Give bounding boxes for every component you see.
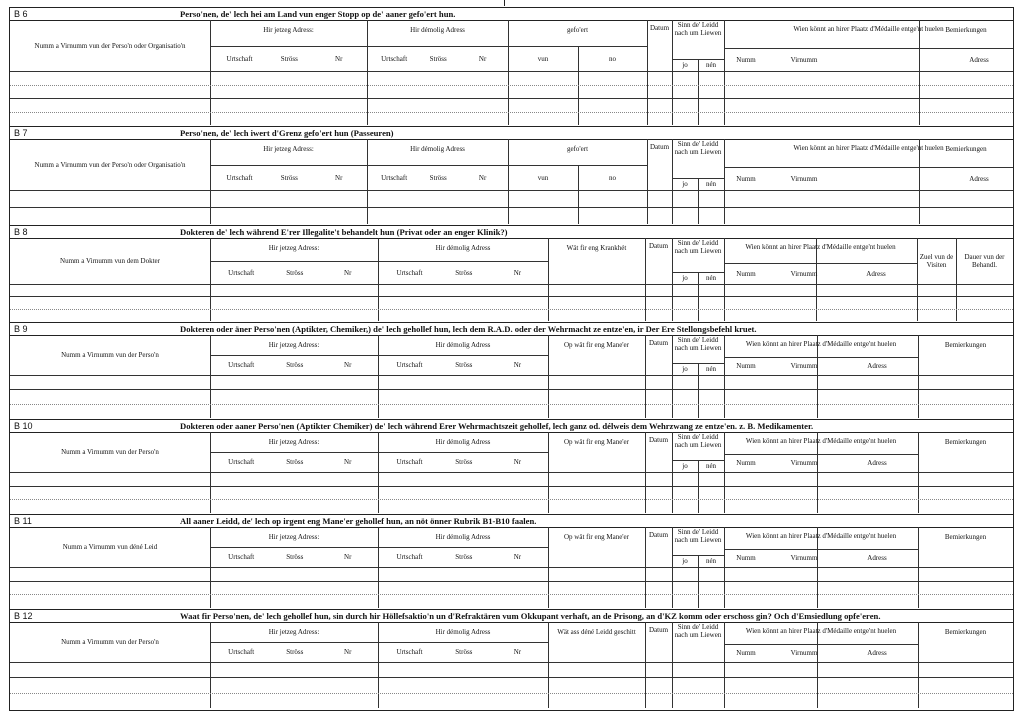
nr-header: Nr — [344, 553, 352, 561]
medal-header: Wien könnt an hirer Plaatz d'Médaille entge'nt huelen — [793, 25, 944, 33]
jo-header: jo — [682, 462, 688, 470]
demolig-address-header: Hir démolig Adress — [410, 26, 465, 34]
demolig-address-header: Hir démolig Adress — [435, 244, 491, 252]
current-address-header: Hir jetzeg Adress: — [268, 628, 320, 636]
no-header: no — [609, 55, 616, 63]
section-b8 — [10, 226, 1013, 323]
section-b6 — [10, 8, 1013, 127]
nr-header: Nr — [344, 361, 352, 369]
row-divider — [10, 567, 1013, 568]
section-title: All aaner Leidd, de' lech op irgent eng Mane'er gehollef hun, an nöt önner Rubrik B1-B10 faalen. — [180, 516, 537, 526]
row-divider — [10, 296, 1013, 297]
urtschaft-header: Urtschaft — [396, 458, 423, 466]
nr-header: Nr — [335, 55, 343, 63]
datum-header: Datum — [648, 242, 669, 250]
numm-header: Numm — [736, 554, 756, 562]
stross-header: Ströss — [429, 174, 447, 182]
row-divider — [10, 190, 1013, 191]
row-divider — [10, 677, 1013, 678]
current-address-header: Hir jetzeg Adress: — [268, 533, 320, 541]
bemierkungen-header: Bemierkungen — [945, 26, 987, 34]
column-divider — [724, 139, 725, 224]
jo-header: jo — [682, 365, 688, 373]
section-title-bar — [10, 420, 1013, 433]
row-divider — [210, 261, 548, 262]
section-code: B 9 — [14, 324, 28, 334]
row-divider — [210, 46, 508, 47]
row-divider — [210, 355, 548, 356]
name-header: Numm a Virnumm vun déné Leid — [62, 543, 158, 551]
section-code: B 10 — [14, 421, 33, 431]
row-divider — [210, 165, 508, 166]
bemierkungen-header: Bemierkungen — [944, 628, 987, 636]
row-divider — [724, 263, 917, 264]
jo-header: jo — [682, 61, 688, 69]
nen-header: nén — [705, 365, 717, 373]
section-b11 — [10, 515, 1013, 610]
datum-header: Datum — [649, 143, 670, 151]
section-title: Perso'nen, de' lech hei am Land vun enger Stopp op de' aaner gefo'ert hun. — [180, 9, 456, 19]
urtschaft-header: Urtschaft — [381, 174, 408, 182]
section-title-bar — [10, 610, 1013, 623]
numm-header: Numm — [736, 459, 756, 467]
urtschaft-header: Urtschaft — [396, 361, 423, 369]
top-tick-mark — [504, 0, 505, 6]
urtschaft-header: Urtschaft — [226, 174, 253, 182]
nr-header: Nr — [335, 174, 343, 182]
datum-header: Datum — [648, 339, 669, 347]
virnumm-header: Virnumm — [790, 554, 818, 562]
column-divider — [724, 20, 725, 125]
urtschaft-header: Urtschaft — [228, 458, 255, 466]
virnumm-header: Virnumm — [790, 649, 818, 657]
row-divider — [10, 71, 1013, 72]
demolig-address-header: Hir démolig Adress — [435, 341, 491, 349]
row-divider — [10, 375, 1013, 376]
alive-header: Sinn de' Leidd nach um Liewen — [674, 21, 722, 37]
alive-header: Sinn de' Leidd nach um Liewen — [674, 528, 722, 544]
alive-header: Sinn de' Leidd nach um Liewen — [674, 433, 722, 449]
section-b10 — [10, 420, 1013, 515]
urtschaft-header: Urtschaft — [228, 553, 255, 561]
current-address-header: Hir jetzeg Adress: — [263, 26, 314, 34]
urtschaft-header: Urtschaft — [396, 269, 423, 277]
row-divider — [10, 207, 1013, 208]
urtschaft-header: Urtschaft — [228, 361, 255, 369]
row-divider — [724, 48, 1013, 49]
vun-header: vun — [537, 55, 549, 63]
adress-header: Adress — [867, 649, 887, 657]
nr-header: Nr — [513, 553, 522, 561]
urtschaft-header: Urtschaft — [396, 648, 423, 656]
column-divider — [548, 335, 549, 418]
jo-header: jo — [682, 180, 688, 188]
virnumm-header: Virnumm — [790, 175, 818, 183]
nen-header: nén — [705, 61, 717, 69]
nr-header: Nr — [344, 648, 352, 656]
section-code: B 8 — [14, 227, 28, 237]
nr-header: Nr — [513, 648, 522, 656]
name-header: Numm a Virnumm vun der Perso'n — [61, 638, 159, 646]
virnumm-header: Virnumm — [790, 459, 818, 467]
nr-header: Nr — [344, 458, 352, 466]
alive-header: Sinn de' Leidd nach um Liewen — [674, 623, 722, 639]
section-code: B 11 — [14, 516, 32, 526]
stross-header: Ströss — [455, 269, 473, 277]
section-title: Dokteren de' lech während E'rer Illegalite't behandelt hun (Privat oder an enger Klinik?) — [180, 227, 508, 237]
stross-header: Ströss — [455, 553, 473, 561]
medal-header: Wien könnt an hirer Plaatz d'Médaille entge'nt huelen — [793, 144, 944, 152]
column-divider — [210, 20, 211, 125]
virnumm-header: Virnumm — [790, 270, 818, 278]
current-address-header: Hir jetzeg Adress: — [268, 341, 320, 349]
entry-line — [10, 404, 1013, 405]
entry-line — [10, 309, 1013, 310]
urtschaft-header: Urtschaft — [228, 648, 255, 656]
gefoert-header: gefo'ert — [566, 26, 589, 34]
virnumm-header: Virnumm — [790, 362, 818, 370]
column-divider — [672, 335, 673, 418]
adress-header: Adress — [867, 459, 887, 467]
adress-header: Adress — [969, 56, 989, 64]
row-divider — [10, 284, 1013, 285]
section-code: B 7 — [14, 128, 28, 138]
demolig-address-header: Hir démolig Adress — [435, 533, 491, 541]
numm-header: Numm — [736, 362, 756, 370]
stross-header: Ströss — [286, 269, 304, 277]
row-divider — [724, 454, 918, 455]
datum-header: Datum — [648, 436, 669, 444]
section-title-bar — [10, 8, 1013, 21]
stross-header: Ströss — [455, 648, 473, 656]
column-divider — [919, 20, 920, 125]
demolig-address-header: Hir démolig Adress — [410, 145, 465, 153]
row-divider — [724, 549, 918, 550]
name-header: Numm a Virnumm vun dem Dokter — [60, 257, 160, 265]
nr-header: Nr — [478, 55, 487, 63]
entry-line — [10, 594, 1013, 595]
row-divider — [210, 642, 548, 643]
adress-header: Adress — [867, 554, 887, 562]
row-divider — [10, 389, 1013, 390]
stross-header: Ströss — [286, 553, 304, 561]
entry-line — [10, 112, 1013, 113]
alive-header: Sinn de' Leidd nach um Liewen — [674, 140, 722, 156]
urtschaft-header: Urtschaft — [396, 553, 423, 561]
stross-header: Ströss — [455, 458, 473, 466]
nr-header: Nr — [344, 269, 352, 277]
manier-header: Wät ass déné Leidd geschitt — [557, 628, 636, 636]
row-divider — [10, 98, 1013, 99]
nr-header: Nr — [478, 174, 487, 182]
adress-header: Adress — [867, 362, 887, 370]
bemierkungen-header: Bemierkungen — [944, 438, 987, 446]
section-title: Perso'nen, de' lech iwert d'Grenz gefo'ert hun (Passeuren) — [180, 128, 394, 138]
row-divider — [210, 547, 548, 548]
jo-header: jo — [682, 557, 688, 565]
document-form — [9, 7, 1014, 711]
stross-header: Ströss — [286, 648, 304, 656]
bemierkungen-header: Bemierkungen — [944, 533, 987, 541]
column-divider — [672, 622, 673, 708]
dauer-header: Dauer vun der Behandl. — [964, 253, 1005, 269]
zuel-header: Zuel vun de Visiten — [919, 253, 954, 269]
medal-header: Wien könnt an hirer Plaatz d'Médaille entge'nt huelen — [745, 627, 897, 635]
section-b9 — [10, 323, 1013, 420]
alive-header: Sinn de' Leidd nach um Liewen — [674, 239, 722, 255]
vun-header: vun — [537, 174, 549, 182]
column-divider — [647, 20, 648, 125]
name-header: Numm a Virnumm vun der Perso'n oder Organisatio'n — [34, 161, 186, 169]
nen-header: nén — [705, 180, 717, 188]
current-address-header: Hir jetzeg Adress: — [268, 438, 320, 446]
numm-header: Numm — [736, 649, 756, 657]
numm-header: Numm — [736, 270, 756, 278]
section-code: B 6 — [14, 9, 28, 19]
stross-header: Ströss — [280, 55, 298, 63]
section-title-bar — [10, 226, 1013, 239]
nen-header: nén — [705, 462, 717, 470]
entry-line — [10, 499, 1013, 500]
current-address-header: Hir jetzeg Adress: — [268, 244, 320, 252]
datum-header: Datum — [648, 531, 669, 539]
gefoert-header: gefo'ert — [566, 145, 589, 153]
nr-header: Nr — [513, 458, 522, 466]
current-address-header: Hir jetzeg Adress: — [263, 145, 314, 153]
manier-header: Op wät fir eng Mane'er — [563, 533, 629, 541]
adress-header: Adress — [969, 175, 989, 183]
row-divider — [724, 357, 918, 358]
column-divider — [548, 622, 549, 708]
column-divider — [645, 335, 646, 418]
demolig-address-header: Hir démolig Adress — [435, 628, 491, 636]
column-divider — [724, 622, 725, 708]
numm-header: Numm — [736, 175, 756, 183]
no-header: no — [609, 174, 616, 182]
bemierkungen-header: Bemierkungen — [944, 341, 987, 349]
stross-header: Ströss — [429, 55, 447, 63]
column-divider — [508, 20, 509, 125]
row-divider — [210, 452, 548, 453]
section-title-bar — [10, 515, 1013, 528]
bemierkungen-header: Bemierkungen — [945, 145, 987, 153]
alive-header: Sinn de' Leidd nach um Liewen — [674, 336, 722, 352]
stross-header: Ströss — [280, 174, 298, 182]
urtschaft-header: Urtschaft — [228, 269, 255, 277]
urtschaft-header: Urtschaft — [381, 55, 408, 63]
row-divider — [10, 486, 1013, 487]
section-title-bar — [10, 127, 1013, 140]
demolig-address-header: Hir démolig Adress — [435, 438, 491, 446]
datum-header: Datum — [649, 24, 670, 32]
jo-header: jo — [682, 274, 688, 282]
medal-header: Wien könnt an hirer Plaatz d'Médaille entge'nt huelen — [745, 340, 897, 348]
medal-header: Wien könnt an hirer Plaatz d'Médaille entge'nt huelen — [745, 437, 897, 445]
virnumm-header: Virnumm — [790, 56, 818, 64]
nen-header: nén — [705, 274, 717, 282]
section-title: Dokteren oder aaner Perso'nen (Aptikter Chemiker) de' lech während Erer Wehrmachtszeit gehollef, lech ganz od. délweis dem Wehrzwang ze entze'en. z. B. Medikamenter. — [180, 421, 814, 431]
manier-header: Op wät fir eng Mane'er — [563, 438, 629, 446]
numm-header: Numm — [736, 56, 756, 64]
section-title: Dokteren oder äner Perso'nen (Aptikter, Chemiker,) de' lech gehollef hun, lech dem R.A.D. oder der Wehrmacht ze entze'en, ir Der Ere Stellongsbefehl kruet. — [180, 324, 757, 334]
adress-header: Adress — [866, 270, 886, 278]
column-divider — [367, 20, 368, 125]
stross-header: Ströss — [286, 458, 304, 466]
nen-header: nén — [705, 557, 717, 565]
row-divider — [724, 644, 918, 645]
stross-header: Ströss — [286, 361, 304, 369]
urtschaft-header: Urtschaft — [226, 55, 253, 63]
row-divider — [10, 662, 1013, 663]
name-header: Numm a Virnumm vun der Perso'n — [61, 351, 159, 359]
nr-header: Nr — [513, 361, 522, 369]
column-divider — [724, 335, 725, 418]
entry-line — [10, 85, 1013, 86]
section-b12 — [10, 610, 1013, 710]
manier-header: Op wät fir eng Mane'er — [563, 341, 629, 349]
medal-header: Wien könnt an hirer Plaatz d'Médaille entge'nt huelen — [745, 243, 896, 251]
stross-header: Ströss — [455, 361, 473, 369]
name-header: Numm a Virnumm vun der Perso'n — [61, 448, 159, 456]
section-title-bar — [10, 323, 1013, 336]
row-divider — [10, 472, 1013, 473]
column-divider — [647, 139, 648, 224]
column-divider — [672, 20, 673, 125]
row-divider — [724, 167, 1013, 168]
entry-line — [10, 693, 1013, 694]
krankheet-header: Wät fir eng Krankhét — [566, 244, 627, 252]
column-divider — [645, 622, 646, 708]
section-title: Waat fir Perso'nen, de' lech gehollef hun, sin durch hir Höllefsaktio'n un d'Refraktären vum Okkupant verhaft, an de Prisong, an d'KZ komm oder erschoss gin? Och d'Emsiedlung opfe'eren. — [180, 611, 881, 621]
name-header: Numm a Virnumm vun der Perso'n oder Organisatio'n — [34, 42, 186, 50]
medal-header: Wien könnt an hirer Plaatz d'Médaille entge'nt huelen — [745, 532, 897, 540]
section-code: B 12 — [14, 611, 33, 621]
row-divider — [10, 581, 1013, 582]
datum-header: Datum — [648, 626, 669, 634]
section-b7 — [10, 127, 1013, 226]
nr-header: Nr — [513, 269, 522, 277]
